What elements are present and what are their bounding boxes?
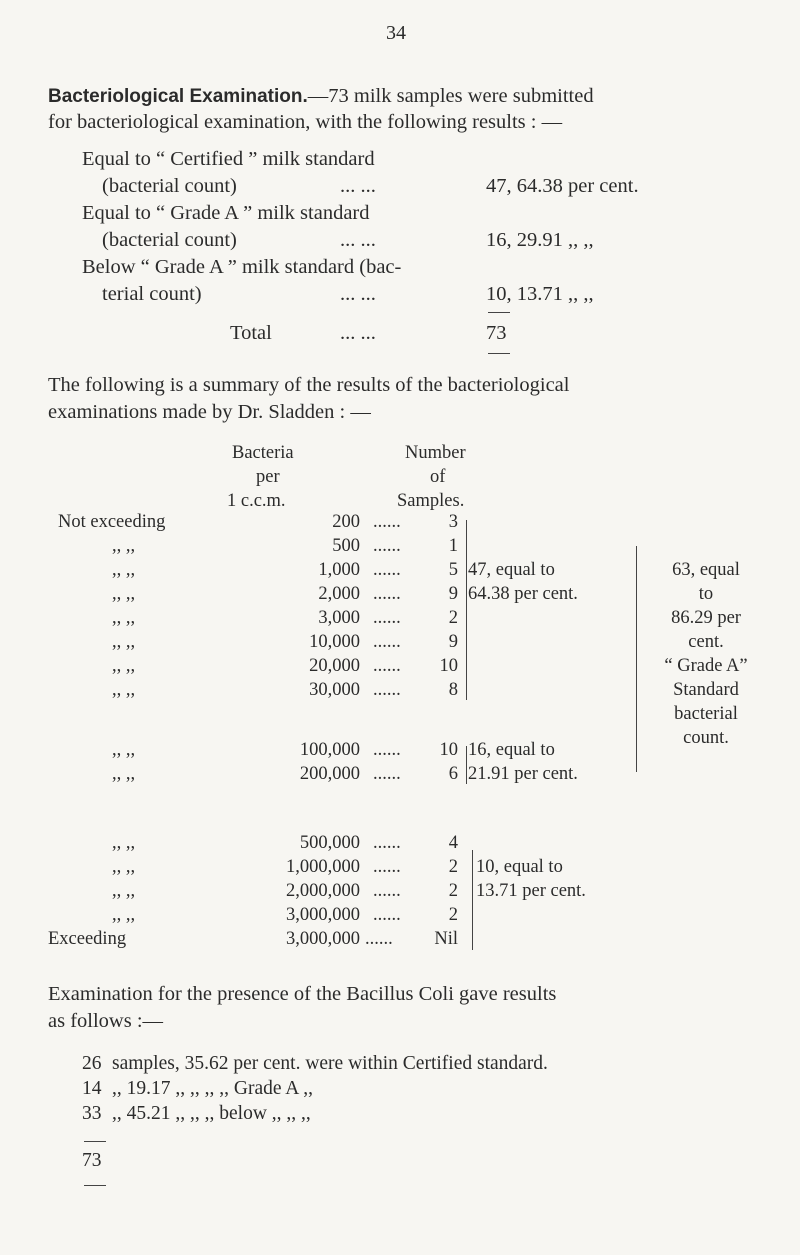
right-group-line3: 86.29 per bbox=[671, 608, 741, 628]
row-label: ,, ,, bbox=[112, 656, 136, 676]
section2-intro-line2: examinations made by Dr. Sladden : — bbox=[48, 401, 371, 423]
row-label: Exceeding bbox=[48, 929, 127, 949]
result-row-3-line2: terial count) bbox=[102, 283, 202, 305]
row-count: 2 bbox=[448, 857, 458, 877]
row-label: ,, ,, bbox=[112, 740, 136, 760]
row-bacteria: 1,000,000 bbox=[286, 857, 360, 877]
row-count: 8 bbox=[448, 680, 458, 700]
result-row-2-dots: ... ... bbox=[340, 229, 376, 251]
result-row-3-line1: Below “ Grade A ” milk standard (bac- bbox=[82, 256, 402, 278]
right-group-brace bbox=[636, 546, 643, 772]
coli-row-text: ,, 45.21 ,, ,, ,, below ,, ,, ,, bbox=[112, 1103, 311, 1124]
group1-line2: 64.38 per cent. bbox=[468, 584, 578, 604]
coli-total-rule-top bbox=[84, 1141, 106, 1142]
section3-intro-line2: as follows :— bbox=[48, 1010, 164, 1032]
col-header-bacteria-1: Bacteria bbox=[232, 443, 294, 463]
row-bacteria: 20,000 bbox=[309, 656, 360, 676]
row-label: ,, ,, bbox=[112, 764, 136, 784]
total-rule-bottom bbox=[488, 353, 510, 354]
result-row-1-value: 47, 64.38 per cent. bbox=[486, 175, 639, 197]
result-row-1-line1: Equal to “ Certified ” milk standard bbox=[82, 148, 375, 170]
group3-line2: 13.71 per cent. bbox=[476, 881, 586, 901]
group2-line1: 16, equal to bbox=[468, 740, 555, 760]
coli-row-count: 33 bbox=[82, 1103, 102, 1124]
row-bacteria: 30,000 bbox=[309, 680, 360, 700]
row-count: 9 bbox=[448, 632, 458, 652]
coli-row-text: samples, 35.62 per cent. were within Certified standard. bbox=[112, 1053, 548, 1074]
row-bacteria: 200,000 bbox=[299, 764, 360, 784]
coli-total-rule-bottom bbox=[84, 1185, 106, 1186]
row-bacteria: 500,000 bbox=[299, 833, 360, 853]
group2-line2: 21.91 per cent. bbox=[468, 764, 578, 784]
row-bacteria: 3,000 bbox=[318, 608, 360, 628]
row-count: 4 bbox=[448, 833, 458, 853]
row-count: 10 bbox=[439, 740, 458, 760]
row-bacteria: 1,000 bbox=[318, 560, 360, 580]
row-bacteria: 2,000,000 bbox=[286, 881, 360, 901]
total-dots: ... ... bbox=[340, 322, 376, 344]
right-group-line4: cent. bbox=[688, 632, 724, 652]
group2-brace bbox=[460, 746, 467, 784]
row-count: Nil bbox=[434, 929, 458, 949]
section3-intro-line1: Examination for the presence of the Bacillus Coli gave results bbox=[48, 983, 557, 1005]
row-dots: ...... bbox=[373, 905, 401, 925]
row-dots: ...... bbox=[373, 680, 401, 700]
row-dots: ...... bbox=[373, 833, 401, 853]
total-label: Total bbox=[230, 322, 272, 344]
result-row-3-dots: ... ... bbox=[340, 283, 376, 305]
section1-heading: Bacteriological Examination. bbox=[48, 86, 308, 107]
row-label: Not exceeding bbox=[58, 512, 166, 532]
col-header-bacteria-3: 1 c.c.m. bbox=[227, 491, 286, 511]
row-count: 2 bbox=[448, 881, 458, 901]
col-header-number-2: of bbox=[430, 467, 446, 487]
row-label: ,, ,, bbox=[112, 608, 136, 628]
section2-intro-line1: The following is a summary of the results of the bacteriological bbox=[48, 374, 570, 396]
coli-row-text: ,, 19.17 ,, ,, ,, ,, Grade A ,, bbox=[112, 1078, 313, 1099]
row-dots: ...... bbox=[373, 536, 401, 556]
col-header-bacteria-2: per bbox=[256, 467, 280, 487]
row-label: ,, ,, bbox=[112, 560, 136, 580]
row-bacteria: 200 bbox=[332, 512, 360, 532]
row-dots: ...... bbox=[373, 584, 401, 604]
row-count: 2 bbox=[448, 905, 458, 925]
result-row-2-value: 16, 29.91 ,, ,, bbox=[486, 229, 594, 251]
row-dots: ...... bbox=[365, 929, 393, 949]
row-count: 10 bbox=[439, 656, 458, 676]
coli-row-count: 14 bbox=[82, 1078, 102, 1099]
row-label: ,, ,, bbox=[112, 680, 136, 700]
col-header-number-1: Number bbox=[405, 443, 466, 463]
right-group-line8: count. bbox=[683, 728, 729, 748]
result-row-1-line2: (bacterial count) bbox=[102, 175, 237, 197]
row-dots: ...... bbox=[373, 512, 401, 532]
row-label: ,, ,, bbox=[112, 536, 136, 556]
group1-line1: 47, equal to bbox=[468, 560, 555, 580]
result-row-2-line1: Equal to “ Grade A ” milk standard bbox=[82, 202, 370, 224]
row-bacteria: 100,000 bbox=[299, 740, 360, 760]
page-number: 34 bbox=[386, 22, 406, 44]
right-group-line7: bacterial bbox=[674, 704, 738, 724]
row-count: 6 bbox=[448, 764, 458, 784]
section1-intro-line1: —73 milk samples were submitted bbox=[307, 85, 594, 107]
row-count: 1 bbox=[448, 536, 458, 556]
row-dots: ...... bbox=[373, 764, 401, 784]
row-count: 2 bbox=[448, 608, 458, 628]
coli-row-count: 26 bbox=[82, 1053, 102, 1074]
row-dots: ...... bbox=[373, 608, 401, 628]
row-bacteria: 500 bbox=[332, 536, 360, 556]
row-dots: ...... bbox=[373, 881, 401, 901]
total-value: 73 bbox=[486, 322, 507, 344]
row-label: ,, ,, bbox=[112, 905, 136, 925]
row-dots: ...... bbox=[373, 857, 401, 877]
row-dots: ...... bbox=[373, 740, 401, 760]
row-label: ,, ,, bbox=[112, 632, 136, 652]
coli-total: 73 bbox=[82, 1150, 102, 1171]
row-count: 3 bbox=[448, 512, 458, 532]
row-bacteria: 3,000,000 bbox=[286, 905, 360, 925]
right-group-line6: Standard bbox=[673, 680, 739, 700]
row-bacteria: 10,000 bbox=[309, 632, 360, 652]
result-row-2-line2: (bacterial count) bbox=[102, 229, 237, 251]
row-label: ,, ,, bbox=[112, 857, 136, 877]
group1-brace bbox=[460, 520, 467, 700]
total-rule-top bbox=[488, 312, 510, 313]
row-label: ,, ,, bbox=[112, 833, 136, 853]
row-label: ,, ,, bbox=[112, 881, 136, 901]
group3-brace bbox=[466, 850, 473, 950]
col-header-number-3: Samples. bbox=[397, 491, 465, 511]
row-count: 5 bbox=[448, 560, 458, 580]
group3-line1: 10, equal to bbox=[476, 857, 563, 877]
row-dots: ...... bbox=[373, 560, 401, 580]
section1-intro-line2: for bacteriological examination, with the following results : — bbox=[48, 111, 563, 133]
result-row-3-value: 10, 13.71 ,, ,, bbox=[486, 283, 594, 305]
section1-paragraph bbox=[48, 82, 768, 142]
row-dots: ...... bbox=[373, 632, 401, 652]
row-count: 9 bbox=[448, 584, 458, 604]
row-bacteria: 3,000,000 bbox=[286, 929, 360, 949]
right-group-line2: to bbox=[698, 584, 714, 604]
right-group-line1: 63, equal bbox=[672, 560, 740, 580]
right-group-line5: “ Grade A” bbox=[664, 656, 748, 676]
result-row-1-dots: ... ... bbox=[340, 175, 376, 197]
row-dots: ...... bbox=[373, 656, 401, 676]
row-bacteria: 2,000 bbox=[318, 584, 360, 604]
row-label: ,, ,, bbox=[112, 584, 136, 604]
